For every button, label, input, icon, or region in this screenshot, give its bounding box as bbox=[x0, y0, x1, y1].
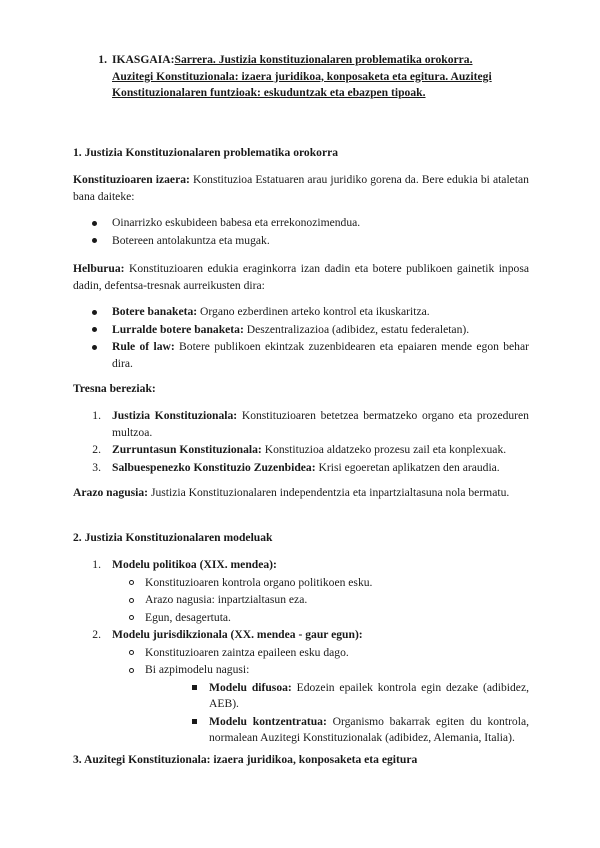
tool-label: Zurruntasun Konstituzionala: bbox=[112, 443, 262, 456]
list-number: 2. bbox=[92, 443, 101, 456]
list-number: 3. bbox=[92, 460, 101, 474]
list-item bbox=[73, 662, 529, 679]
bullet-dot-icon bbox=[92, 221, 97, 226]
model-item-text: Konstituzioaren kontrola organo politikoen esku. bbox=[145, 575, 373, 589]
tool-label: Justizia Konstituzionala: bbox=[112, 409, 238, 422]
list-item bbox=[73, 233, 529, 250]
section-3-heading: 3. Auzitegi Konstituzionala: izaera juridikoa, konposaketa eta egitura bbox=[73, 753, 418, 766]
list-item bbox=[73, 645, 529, 662]
model-title-text: Modelu jurisdikzionala (XX. mendea - gaur egun): bbox=[112, 628, 363, 641]
title-prefix: IKASGAIA: bbox=[112, 53, 175, 66]
model-item-text: Bi azpimodelu nagusi: bbox=[145, 663, 250, 676]
bullet-square-icon bbox=[192, 685, 197, 690]
list-item bbox=[73, 408, 529, 441]
bullet-circle-icon bbox=[129, 615, 134, 620]
list-item bbox=[73, 339, 529, 372]
goal-bullet-label: Rule of law: bbox=[112, 340, 175, 353]
nature-bullet-text: Botereen antolakuntza eta mugak. bbox=[112, 233, 270, 247]
bullet-square-icon bbox=[192, 719, 197, 724]
bullet-circle-icon bbox=[129, 650, 134, 655]
title-line-3: Konstituzionalaren funtzioak: eskuduntzak eta ebazpen tipoak. bbox=[112, 86, 426, 99]
bullet-dot-icon bbox=[92, 345, 97, 350]
model-title bbox=[73, 627, 529, 644]
list-item bbox=[73, 442, 529, 459]
bullet-dot-icon bbox=[92, 327, 97, 332]
nature-paragraph bbox=[73, 172, 529, 205]
goal-bullet-text: Deszentralizazioa (adibidez, estatu federaletan). bbox=[246, 322, 470, 336]
bullet-circle-icon bbox=[129, 598, 134, 603]
submodel-label: Modelu kontzentratua: bbox=[209, 714, 327, 728]
model-item-text: Konstituzioaren zaintza epaileen esku dago. bbox=[145, 645, 349, 659]
list-item bbox=[73, 714, 529, 747]
list-item bbox=[73, 592, 529, 609]
nature-text: Konstituzioa Estatuaren arau juridiko gorena da. Bere edukia bi ataletan bana daiteke: bbox=[73, 173, 529, 203]
tools-heading: Tresna bereziak: bbox=[73, 382, 156, 395]
goal-bullet-label: Botere banaketa: bbox=[112, 305, 198, 318]
goal-label: Helburua: bbox=[73, 262, 125, 275]
goal-bullet-text: Botere publikoen ekintzak zuzenbidearen eta epaiaren mende egon behar dira. bbox=[112, 340, 529, 370]
list-item bbox=[73, 610, 529, 627]
nature-bullet-text: Oinarrizko eskubideen babesa eta errekonozimendua. bbox=[112, 216, 361, 229]
bullet-circle-icon bbox=[129, 580, 134, 585]
list-item bbox=[73, 680, 529, 713]
title-line-2: Auzitegi Konstituzionala: izaera juridikoa, konposaketa eta egitura. Auzitegi bbox=[112, 69, 492, 83]
section-2-heading: 2. Justizia Konstituzionalaren modeluak bbox=[73, 531, 273, 544]
tools-numbered-list bbox=[73, 408, 529, 476]
goal-bullet-label: Lurralde botere banaketa: bbox=[112, 322, 244, 336]
model-title bbox=[73, 557, 529, 574]
list-number: 1. bbox=[92, 558, 101, 571]
bullet-circle-icon bbox=[129, 668, 134, 673]
tool-text: Konstituzioaren betetzea bermatzeko organo eta prozeduren multzoa. bbox=[112, 409, 529, 439]
nature-bullet-list bbox=[73, 215, 529, 249]
list-item bbox=[73, 322, 529, 339]
issue-label: Arazo nagusia: bbox=[73, 486, 149, 499]
goal-text: Konstituzioaren edukia eraginkorra izan dadin eta botere publikoen gainetik inposa dadin, defentsa-tresnak aurreikusten dira: bbox=[73, 262, 529, 292]
bullet-dot-icon bbox=[92, 238, 97, 243]
list-item bbox=[73, 460, 529, 477]
tool-label: Salbuespenezko Konstituzio Zuzenbidea: bbox=[112, 460, 316, 474]
list-number: 1. bbox=[92, 409, 101, 422]
tool-text: Konstituzioa aldatzeko prozesu zail eta konplexuak. bbox=[264, 443, 507, 456]
models-list bbox=[73, 557, 529, 747]
model-item-text: Egun, desagertuta. bbox=[145, 610, 231, 624]
goal-bullet-text: Organo ezberdinen arteko kontrol eta ikuskaritza. bbox=[200, 305, 430, 318]
section-1-heading: 1. Justizia Konstituzionalaren problematika orokorra bbox=[73, 146, 339, 159]
submodel-text: Edozein epailek kontrola egin dezake (adibidez, AEB). bbox=[209, 680, 529, 710]
nature-label: Konstituzioaren izaera: bbox=[73, 173, 190, 186]
title-line-1: Sarrera. Justizia konstituzionalaren problematika orokorra. bbox=[174, 53, 473, 66]
goal-bullet-list bbox=[73, 304, 529, 372]
model-title-text: Modelu politikoa (XIX. mendea): bbox=[112, 558, 277, 571]
issue-text: Justizia Konstituzionalaren independentzia eta inpartzialtasuna nola bermatu. bbox=[150, 486, 510, 499]
goal-paragraph bbox=[73, 261, 529, 294]
issue-paragraph bbox=[73, 485, 529, 502]
list-item bbox=[73, 304, 529, 321]
submodel-label: Modelu difusoa: bbox=[209, 680, 292, 694]
list-number: 2. bbox=[92, 628, 101, 641]
lesson-title bbox=[73, 52, 529, 102]
bullet-dot-icon bbox=[92, 310, 97, 315]
list-item bbox=[73, 215, 529, 232]
tool-text: Krisi egoeretan aplikatzen den araudia. bbox=[318, 460, 500, 474]
model-item-text: Arazo nagusia: inpartzialtasun eza. bbox=[145, 593, 308, 606]
list-item bbox=[73, 575, 529, 592]
title-number: 1. bbox=[98, 53, 107, 66]
submodel-text: Organismo bakarrak egiten du kontrola, normalean Auzitegi Konstituzionalak (adibidez, Alemania, Italia). bbox=[209, 714, 529, 744]
